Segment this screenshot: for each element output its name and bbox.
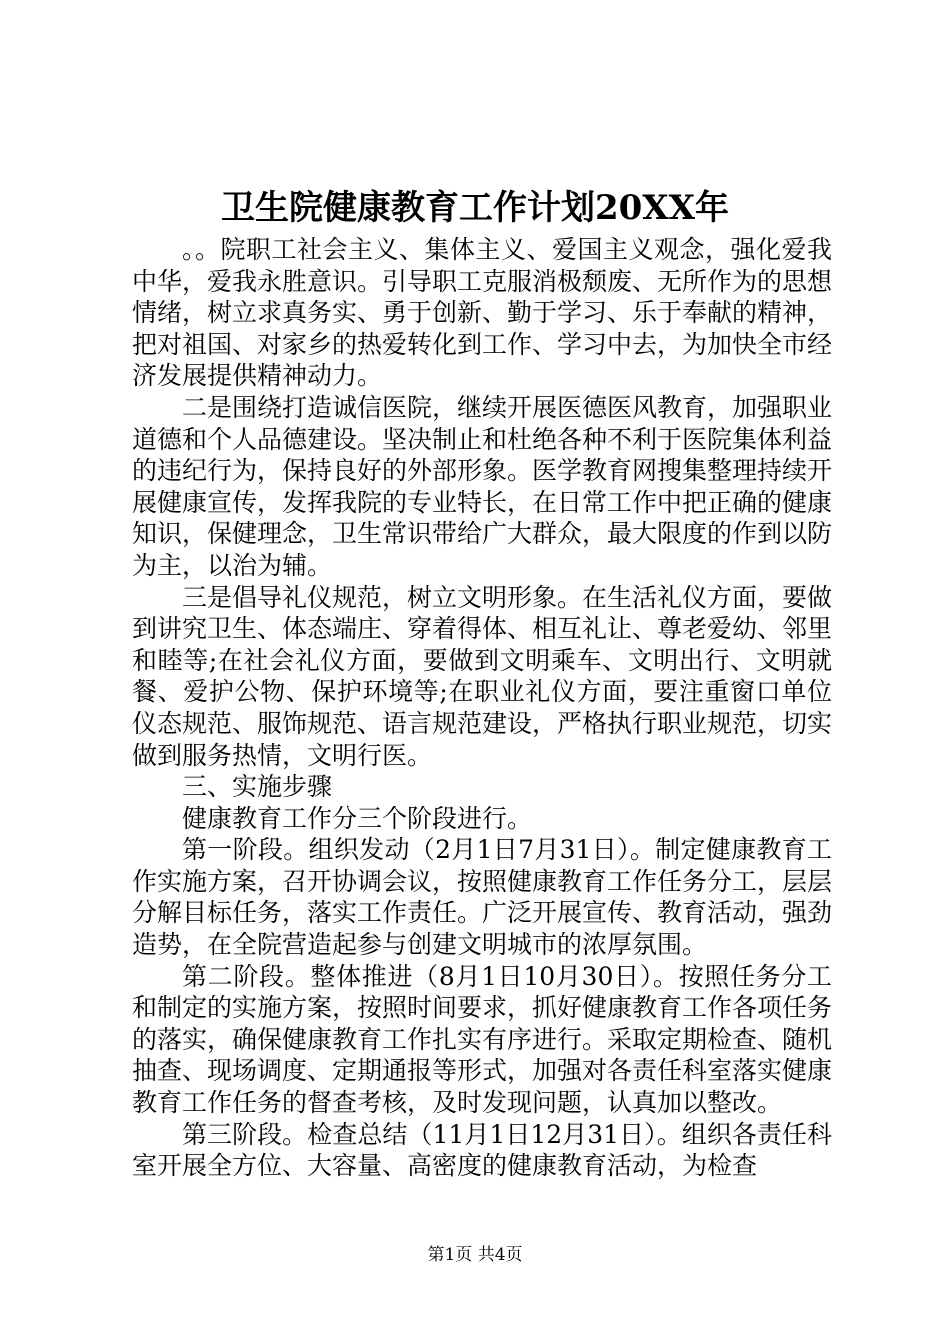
paragraph-1: 。。院职工社会主义、集体主义、爱国主义观念，强化爱我中华，爱我永胜意识。引导职工克服消极颓废、无所作为的思想情绪，树立求真务实、勇于创新、勤于学习、乐于奉献的精神，把对祖国、对家乡的热爱转化到工作、学习中去，为加快全市经济发展提供精神动力。 [132, 235, 833, 391]
paragraph-3: 三是倡导礼仪规范，树立文明形象。在生活礼仪方面，要做到讲究卫生、体态端庄、穿着得体、相互礼让、尊老爱幼、邻里和睦等;在社会礼仪方面，要做到文明乘车、文明出行、文明就餐、爱护公物、保护环境等;在职业礼仪方面，要注重窗口单位仪态规范、服饰规范、语言规范建设，严格执行职业规范，切实做到服务热情，文明行医。 [132, 582, 833, 770]
paragraph-5: 第一阶段。组织发动（2月1日7月31日）。制定健康教育工作实施方案，召开协调会议，按照健康教育工作任务分工，层层分解目标任务，落实工作责任。广泛开展宣传、教育活动，强劲造势，在全院营造起参与创建文明城市的浓厚氛围。 [132, 835, 833, 960]
section-heading: 三、实施步骤 [182, 772, 333, 802]
paragraph-6: 第二阶段。整体推进（8月1日10月30日）。按照任务分工和制定的实施方案，按照时间要求，抓好健康教育工作各项任务的落实，确保健康教育工作扎实有序进行。采取定期检查、随机抽查、现场调度、定期通报等形式，加强对各责任科室落实健康教育工作任务的督查考核，及时发现问题，认真加以整改。 [132, 961, 833, 1118]
document-title: 卫生院健康教育工作计划20XX年 [220, 188, 730, 228]
paragraph-4: 健康教育工作分三个阶段进行。 [182, 803, 533, 833]
page-number-footer: 第1页 共4页 [427, 1245, 523, 1265]
paragraph-7: 第三阶段。检查总结（11月1日12月31日）。组织各责任科室开展全方位、大容量、高密度的健康教育活动，为检查 [132, 1119, 832, 1181]
document-body [132, 234, 832, 1182]
paragraph-2: 二是围绕打造诚信医院，继续开展医德医风教育，加强职业道德和个人品德建设。坚决制止和杜绝各种不利于医院集体利益的违纪行为，保持良好的外部形象。医学教育网搜集整理持续开展健康宣传，发挥我院的专业特长，在日常工作中把正确的健康知识，保健理念，卫生常识带给广大群众，最大限度的作到以防为主，以治为辅。 [132, 392, 833, 580]
